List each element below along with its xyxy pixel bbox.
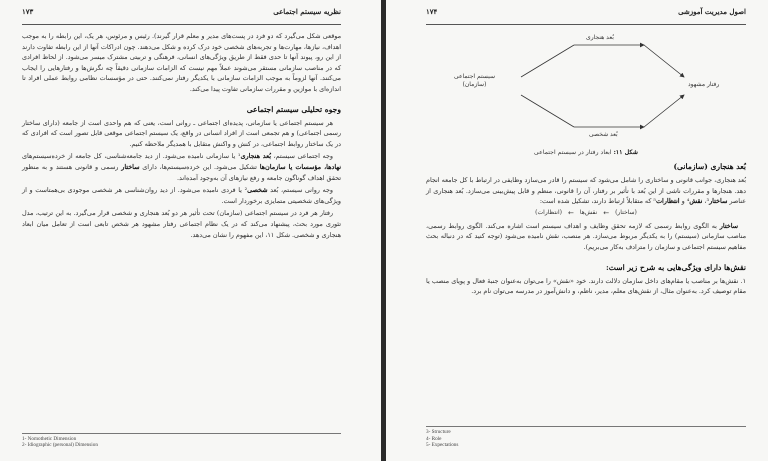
arrow-top-right <box>644 45 684 77</box>
left-body <box>22 31 341 95</box>
chain-item-structure: (ساختار) <box>615 209 637 217</box>
chain-arrow-icon: ← <box>567 208 574 217</box>
left-paragraph-2: هر سیستم اجتماعی یا سازمانی، پدیده‌ای اجتماعی ـ روانی است، یعنی که هم واحدی است از جامعه (دارای ساختار رسمی اجتماعی) و هم تجمعی است از افراد انسانی در واقع، یک سیستم اجتماعی موقعی قابل تصور است که افرادی که در یک ساختار روابط اجتماعی، در کنش و واکنش متقابل با همدیگر ملاحظه کنیم. <box>22 118 341 148</box>
diagram-label-social-system: سیستم اجتماعی (سازمان) <box>454 73 495 88</box>
right-body-2 <box>426 221 746 253</box>
right-page-header <box>426 6 746 25</box>
arrow-bottom-left <box>521 95 574 127</box>
footnote-4: 4- Role <box>426 435 442 442</box>
left-paragraph-1: موقعی شکل می‌گیرد که دو فرد در پست‌های مدیر و معلم قرار گیرند). رئیس و مرئوس، هر یک، این رابطه را به موجب اهداف، نیازها، مهارت‌ها و تجربه‌های شخصی خود درک کرده و شکل می‌دهند. چون ادراکات آنها از این رابطه تفاوت دارند از این رو، پیوند آنها تا حدی فقط از طریق ویژگی‌های انسانی، فرهنگی و تربیتی مشترک میسر می‌شود. از لحاظ افرادی که در مناصب سازمانی مستقر می‌شوند عملاً مهم نیست که الزامات سازمانی دقیقاً چه نگرش‌ها و رفتارهایی را ایجاب می‌کنند. آنها لزوماً به موجب الزامات سازمانی با یکدیگر رفتار نمی‌کنند. حتی در مؤسسات نظامی روابط عملی افراد تا اندازه‌ای با موازین و مقررات سازمانی تفاوت پیدا می‌کند. <box>22 32 341 93</box>
right-section-title-2: نقش‌ها دارای ویژگی‌هایی به شرح زیر است: <box>605 262 746 272</box>
right-footnotes <box>426 426 746 449</box>
arrow-bottom-right <box>644 95 684 127</box>
chain-arrow-icon: ← <box>603 208 610 217</box>
diagram-label-observed-behavior: رفتار مشهود <box>688 81 720 88</box>
footnote-5: 5- Expectations <box>426 442 459 449</box>
left-paragraph-4: وجه روانی سیستم، بُعد شخصی² یا فردی نامیده می‌شود. از دید روان‌شناسی هر شخصی موجودی بی‌همتاست و از ویژگی‌های شخصیتی متمایزی برخوردار است. <box>22 186 341 205</box>
left-running-title: نظریه سیستم اجتماعی <box>273 7 341 16</box>
left-body-2 <box>22 118 341 241</box>
left-paragraph-5: رفتار هر فرد در سیستم اجتماعی (سازمان) تحت تأثیر هر دو بُعد هنجاری و شخصی قرار می‌گیرد. به این ترتیب، مدل تئوری مورد بحث، پیشنهاد می‌کند که در یک نظام اجتماعی رفتار مشهود هر شخص تابعی است از تعامل میان ابعاد هنجاری و شخصی. شکل ۱۱، این مفهوم را نشان می‌دهد. <box>22 209 341 239</box>
left-paragraph-3: وجه اجتماعی سیستم، بُعد هنجاری¹ یا سازمانی نامیده می‌شود. از دید جامعه‌شناسی، کل جامعه از خرده‌سیستم‌های نهادها، مؤسسات یا سازمان‌ها تشکیل می‌شود. این خرده‌سیستم‌ها، دارای ساختار رسمی و قانونی هستند و به منظور تحقق اهداف گوناگون جامعه و رفع نیازهای آن به‌وجود آمده‌اند. <box>22 152 341 182</box>
diagram-label-personal: بُعد شخصی <box>589 131 618 138</box>
left-section-title: وجوه تحلیلی سیستم اجتماعی <box>246 104 341 114</box>
chain-item-roles: نقش‌ها <box>579 209 598 217</box>
right-running-title: اصول مدیریت آموزشی <box>678 7 746 16</box>
right-paragraph-1: بُعد هنجاری، جوانب قانونی و ساختاری را شامل می‌شود که سیستم را قادر می‌سازد وظایفی در ارتباط با کل جامعه انجام دهد. هنجارها و مقررات ناشی از این بُعد با تأثیر بر رفتار، آن را قانونی، منظم و قابل پیش‌بینی می‌سازد. بُعد هنجاری از عناصر ساختار³، نقش⁴ و انتظارات⁵ که متقابلاً ارتباط دارند، تشکیل شده است: <box>426 176 746 206</box>
chain-item-expectations: (انتظارات) <box>535 209 562 217</box>
right-section-title-1: بُعد هنجاری (سازمانی) <box>673 162 746 171</box>
diagram-label-normative: بُعد هنجاری <box>586 34 614 41</box>
right-paragraph-2: ساختار به الگوی روابط رسمی که لازمه تحقق وظایف و اهداف سیستم است اشاره می‌کند. الگوی روابط رسمی، مناصب سازمانی (سیستم) را به یکدیگر مربوط می‌سازد. هر منصب، نقش نامیده می‌شود (توجه کنید که در دنباله بحث مفاهیم سیستم اجتماعی و سازمان را مترادف به‌کار می‌بریم). <box>426 221 746 251</box>
footnote-3: 3- Structure <box>426 429 451 436</box>
structure-chain <box>426 209 746 217</box>
left-page <box>0 0 381 461</box>
right-body-3 <box>426 276 746 297</box>
left-page-number: ۱۷۳ <box>22 7 34 16</box>
arrow-top-left <box>521 45 574 77</box>
right-page-number: ۱۷۴ <box>426 7 438 16</box>
figure-11-diagram <box>426 25 746 145</box>
right-page <box>386 0 768 461</box>
footnote-2: 2- Idiographic (personal) Dimension <box>22 442 98 449</box>
left-page-header <box>22 6 341 25</box>
figure-caption: شکل ۱۱: ابعاد رفتار در سیستم اجتماعی <box>533 149 639 156</box>
right-paragraph-3: ۱. نقش‌ها بر مناصب یا مقام‌های داخل سازمان دلالت دارند. خود «نقش» را می‌توان به‌عنوان جنبهٔ فعال و پویای منصب یا مقام توصیف کرد. به‌عنوان مثال، از نقش‌های معلم، مدیر، ناظم، و دانش‌آموز در مدرسه می‌توان نام برد. <box>426 276 746 296</box>
right-body <box>426 175 746 207</box>
footnote-1: 1- Nomothetic Dimension <box>22 435 77 442</box>
left-footnotes <box>22 433 341 449</box>
